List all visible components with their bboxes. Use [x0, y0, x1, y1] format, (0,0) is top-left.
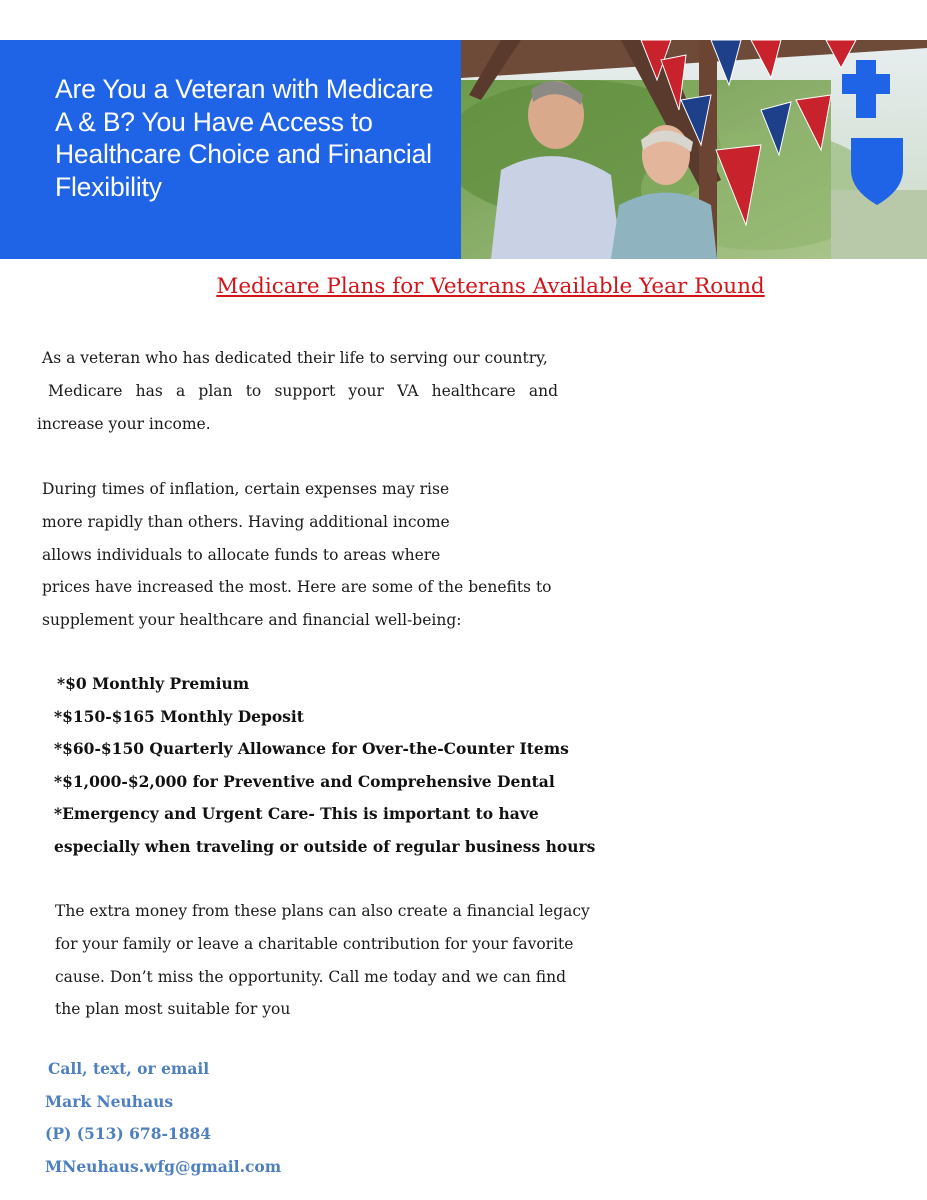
- banner-title: Are You a Veteran with Medicare A & B? You Have Access to Healthcare Choice and Financial Flexibility: [55, 74, 434, 202]
- inflation-line: During times of inflation, certain expenses may rise: [42, 480, 450, 498]
- closing-line: for your family or leave a charitable contribution for your favorite: [55, 935, 574, 953]
- benefit-item: *Emergency and Urgent Care- This is important to have: [54, 804, 539, 823]
- contact-cta: Call, text, or email: [48, 1059, 210, 1078]
- contact-block: [0, 1053, 282, 1183]
- benefit-item: *$1,000-$2,000 for Preventive and Comprehensive Dental: [54, 771, 555, 791]
- benefit-item: *$150-$165 Monthly Deposit: [54, 706, 304, 726]
- benefits-list: [0, 668, 596, 863]
- benefit-item: especially when traveling or outside of regular business hours: [54, 836, 596, 856]
- contact-phone[interactable]: (P) (513) 678-1884: [45, 1124, 212, 1143]
- inflation-line: more rapidly than others. Having additional income: [42, 513, 450, 531]
- inflation-line: supplement your healthcare and financial well-being:: [42, 611, 462, 629]
- banner-photo: [461, 40, 927, 259]
- subtitle: Medicare Plans for Veterans Available Year Round: [216, 274, 765, 299]
- header-banner: [0, 40, 927, 259]
- veteran-couple-photo: [461, 40, 927, 259]
- intro-line: increase your income.: [37, 415, 211, 433]
- benefit-item: *$0 Monthly Premium: [57, 674, 250, 693]
- banner-title-panel: [0, 40, 461, 259]
- closing-line: the plan most suitable for you: [55, 1000, 291, 1018]
- intro-line: As a veteran who has dedicated their life to serving our country,: [42, 349, 548, 367]
- inflation-line: allows individuals to allocate funds to areas where: [42, 546, 441, 564]
- contact-email[interactable]: MNeuhaus.wfg@gmail.com: [45, 1156, 282, 1176]
- inflation-line: prices have increased the most. Here are some of the benefits to: [42, 578, 552, 596]
- contact-name: Mark Neuhaus: [45, 1091, 174, 1111]
- intro-line: Medicare has a plan to support your VA healthcare and: [48, 382, 558, 400]
- closing-line: The extra money from these plans can also create a financial legacy: [55, 902, 590, 920]
- benefit-item: *$60-$150 Quarterly Allowance for Over-the-Counter Items: [54, 739, 569, 758]
- closing-line: cause. Don’t miss the opportunity. Call me today and we can find: [55, 968, 567, 986]
